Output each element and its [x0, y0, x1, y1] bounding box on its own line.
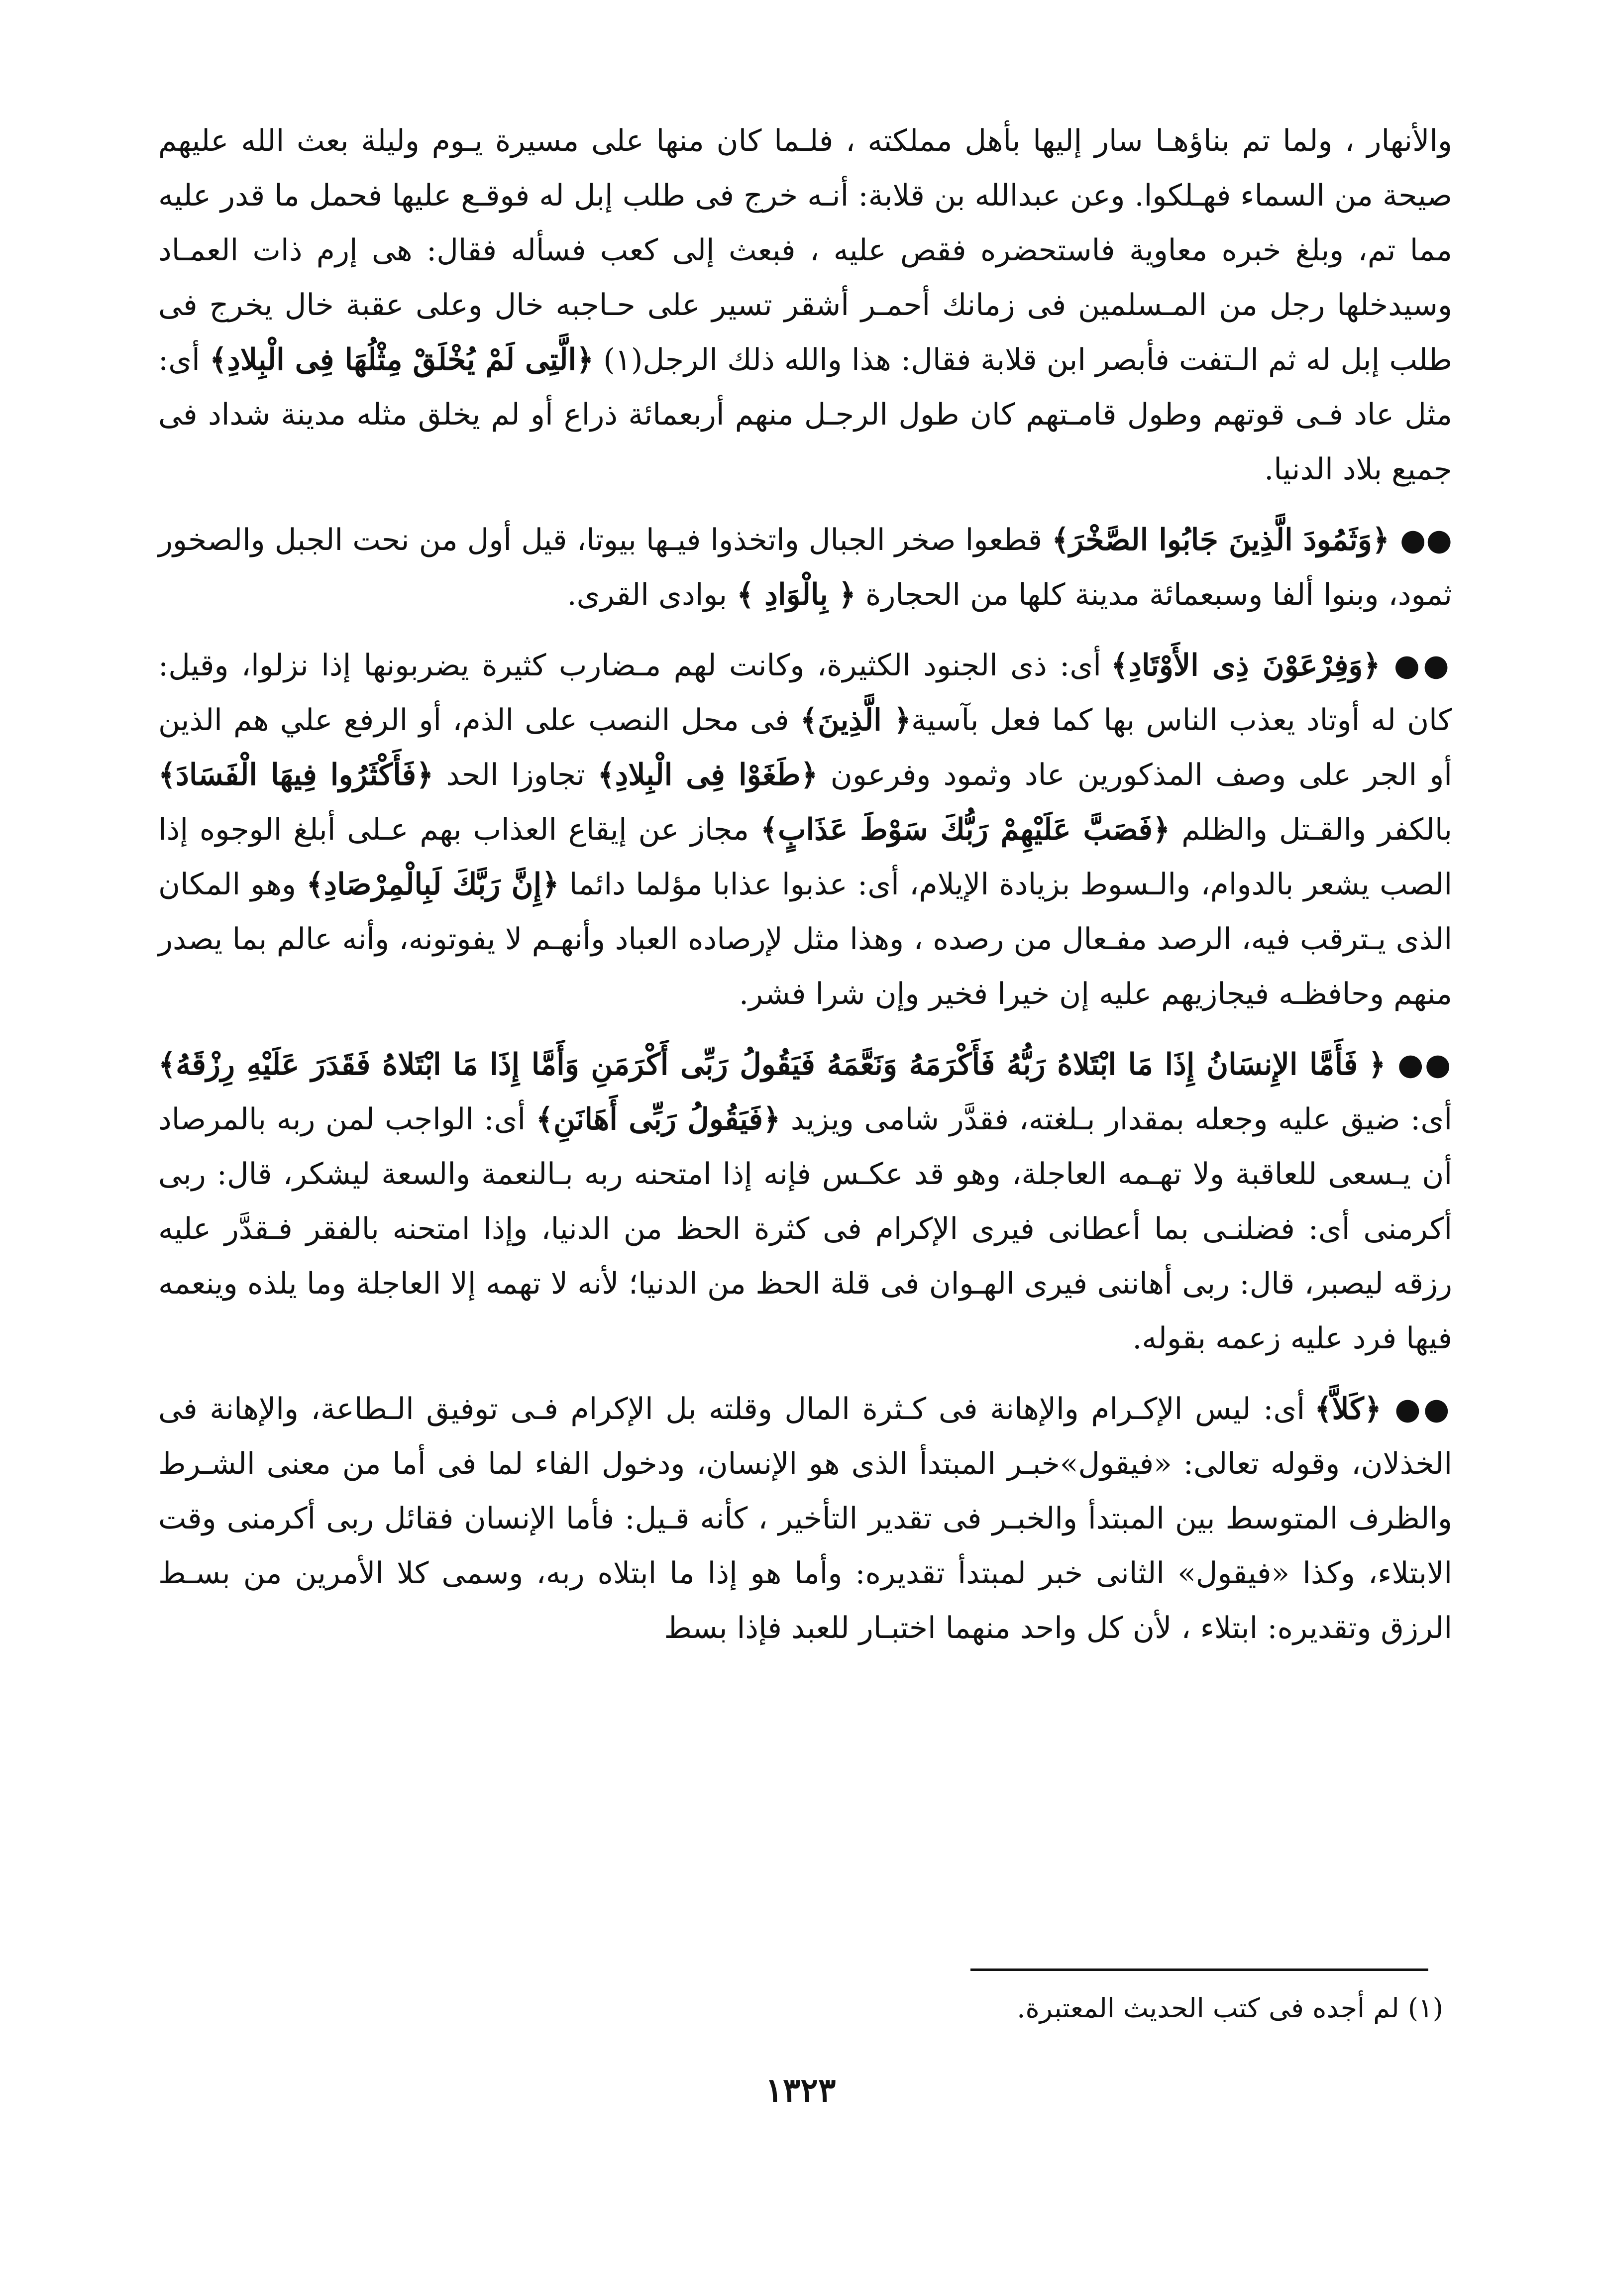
quran-verse: ﴿ فَأَمَّا الإِنسَانُ إِذَا مَا ابْتَلاهُ رَبُّهُ فَأَكْرَمَهُ وَنَعَّمَهُ فَيَقُولُ رَبِّى أَكْرَمَنِ وَأَمَّا إِذَا مَا ابْتَلاهُ فَقَدَرَ عَلَيْهِ رِزْقَهُ﴾ — [158, 1047, 1386, 1082]
paragraph-text: أى: الواجب لمن ربه بالمرصاد أن يـسعى للعاقبة ولا تهـمه العاجلة، وهو قد عكـس فإنه إذا امتحنه ربه بـالنعمة والسعة ليشكر، قال: ربى أكرمنى أى: فضلنـى بما أعطانى فيرى الإكرام فى كثرة الحظ من الدنيا، وإذا امتحنه بالفقر فـقدَّر عليه رزقه ليصبر، قال: ربى أهاننى فيرى الهـوان فى قلة الحظ من الدنيا؛ لأنه لا تهمه إلا العاجلة وما يلذه وينعمه فيها فرد عليه زعمه بقوله. — [158, 1102, 1452, 1356]
quran-verse: ﴿ بِالْوَادِ ﴾ — [737, 577, 856, 612]
quran-verse: ﴿طَغَوْا فِى الْبِلادِ﴾ — [597, 758, 818, 792]
paragraph — [158, 1037, 1452, 1366]
footnote: (١) لم أجده فى كتب الحديث المعتبرة. — [1017, 1992, 1443, 2024]
paragraph-text: بوادى القرى. — [567, 577, 737, 612]
paragraph-text: قطعوا صخر الجبال واتخذوا فيـها بيوتا، قيل أول من نحت الجبل والصخور ثمود، وبنوا ألفا وسبعمائة مدينة كلها من الحجارة — [158, 523, 1452, 612]
paragraph-text: والأنهار ، ولما تم بناؤهـا سار إليها بأهل مملكته ، فلـما كان منها على مسيرة يـوم وليلة بعث الله عليهم صيحة من السماء فهـلكوا. وعن عبدالله بن قلابة: أنـه خرج فى طلب إبل له فوقـع عليها فحمل ما قدر عليه مما تم، وبلغ خبره معاوية فاستحضره فقص عليه ، فبعث إلى كعب فسأله فقال: هى إرم ذات العمـاد وسيدخلها رجل من المـسلمين فى زمانك أحمـر أشقر تسير على حـاجبه خال وعلى عقبة خال يخرج فى طلب إبل له ثم الـتفت فأبصر ابن قلابة فقال: هذا والله ذلك الرجل(١) — [158, 123, 1453, 377]
paragraph-text: مجاز عن إيقاع العذاب بهم عـلى أبلغ الوجوه إذا الصب يشعر بالدوام، والـسوط بزيادة الإيلام، أى: عذبوا عذابا مؤلما دائما — [158, 812, 1452, 902]
paragraph-text: وهو المكان الذى يـترقب فيه، الرصد مفـعال من رصده ، وهذا مثل لإرصاده العباد وأنهـم لا يفوتونه، وأنه عالم بما يصدر منهم وحافظـه فيجازيهم عليه إن خيرا فخير وإن شرا فشر. — [158, 867, 1452, 1011]
bullet-marker: ●● — [1386, 1047, 1452, 1082]
bullet-marker: ●● — [1381, 1392, 1452, 1426]
page-number: ١٣٢٣ — [765, 2071, 836, 2109]
paragraph — [158, 1382, 1452, 1655]
paragraph-text: تجاوزا الحد — [433, 758, 598, 792]
quran-verse: ﴿وَثَمُودَ الَّذِينَ جَابُوا الصَّخْرَ﴾ — [1052, 523, 1390, 557]
quran-verse: ﴿الَّتِى لَمْ يُخْلَقْ مِثْلُهَا فِى الْبِلادِ﴾ — [210, 342, 594, 377]
paragraph-text: أى: ذى الجنود الكثيرة، وكانت لهم مـضارب كثيرة يضربونها إذا نزلوا، وقيل: كان له أوتاد يعذب الناس بها كما فعل بآسية — [158, 648, 1452, 738]
quran-verse: ﴿وَفِرْعَوْنَ ذِى الأَوْتَادِ﴾ — [1111, 648, 1381, 683]
main-text — [158, 113, 1452, 1655]
bullet-marker: ●● — [1380, 648, 1452, 683]
paragraph-text: بالكفر والقـتل والظلم — [1170, 812, 1452, 847]
paragraph-text: أى: ضيق عليه وجعله بمقدار بـلغته، فقدَّر شامى ويزيد — [780, 1102, 1452, 1137]
quran-verse: ﴿ الَّذِينَ﴾ — [800, 703, 911, 738]
paragraph-text: أى: ليس الإكـرام والإهانة فى كـثرة المال وقلته بل الإكرام فـى توفيق الـطاعة، والإهانة فى الخذلان، وقوله تعالى: «فيقول»خبـر المبتدأ الذى هو الإنسان، ودخول الفاء لما فى أما من معنى الشـرط والظرف المتوسط بين المبتدأ والخبـر فى تقدير التأخير ، كأنه قـيل: فأما الإنسان فقائل ربى أكرمنى وقت الابتلاء، وكذا «فيقول» الثانى خبر لمبتدأ تقديره: وأما هو إذا ما ابتلاه ربه، وسمى كلا الأمرين من بسـط الرزق وتقديره: ابتلاء ، لأن كل واحد منهما اختبـار للعبد فإذا بسط — [158, 1392, 1452, 1645]
quran-verse: ﴿فَصَبَّ عَلَيْهِمْ رَبُّكَ سَوْطَ عَذَابٍ﴾ — [760, 812, 1171, 847]
paragraph-text: أى: مثل عاد فـى قوتهم وطول قامـتهم كان طول الرجـل منهم أربعمائة ذراع أو لم يخلق مثله مدينة شداد فى جميع بلاد الدنيا. — [158, 342, 1452, 487]
paragraph — [158, 638, 1452, 1021]
quran-verse: ﴿فَأَكْثَرُوا فِيهَا الْفَسَادَ﴾ — [158, 758, 434, 792]
paragraph-text: فى محل النصب على الذم، أو الرفع علي هم الذين أو الجر على وصف المذكورين عاد وثمود وفرعون — [158, 703, 1452, 792]
paragraph — [158, 113, 1452, 497]
quran-verse: ﴿إِنَّ رَبَّكَ لَبِالْمِرْصَادِ﴾ — [306, 867, 559, 902]
footnote-divider — [970, 1968, 1428, 1971]
quran-verse: ﴿كَلاَّ﴾ — [1314, 1392, 1382, 1426]
quran-verse: ﴿فَيَقُولُ رَبِّى أَهَانَنِ﴾ — [535, 1102, 781, 1137]
bullet-marker: ●● — [1389, 523, 1452, 557]
paragraph — [158, 513, 1452, 622]
